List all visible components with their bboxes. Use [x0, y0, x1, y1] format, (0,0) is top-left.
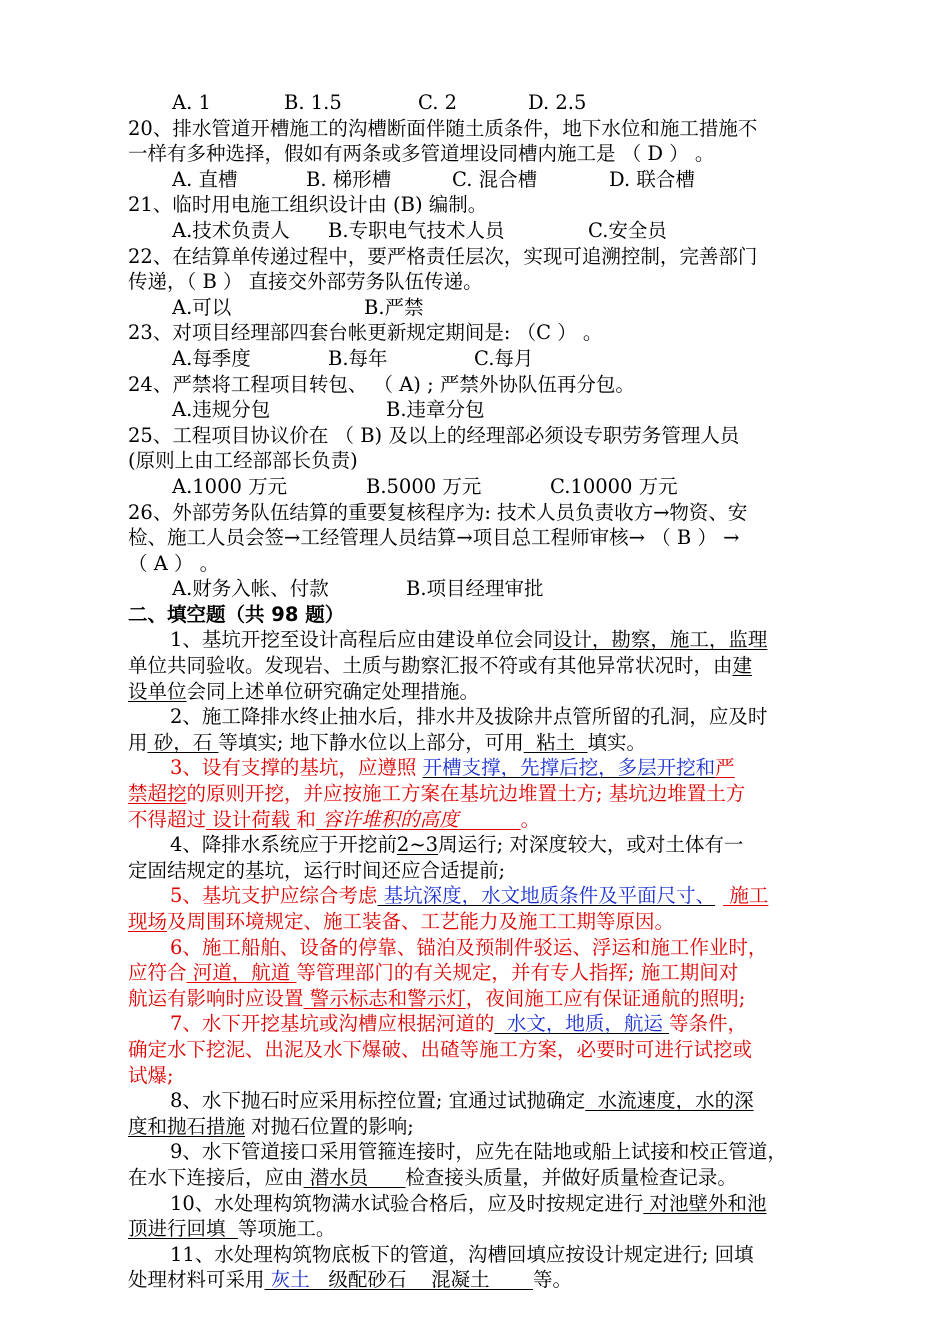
fill-9-text: 检查接头质量，并做好质量检查记录。 [405, 1165, 737, 1189]
q26-option-b: B.项目经理审批 [406, 577, 544, 601]
q23-option-b: B.每年 [328, 346, 388, 370]
q25-line-1: 25、工程项目协议价在 （ B) 及以上的经理部必须设专职劳务管理人员 [128, 423, 740, 447]
fill-1-answer: 设计，勘察，施工，监理 [552, 628, 768, 652]
q21-line-1: 21、临时用电施工组织设计由 (B) 编制。 [128, 193, 488, 217]
q19-option-c: C. 2 [418, 91, 458, 114]
fill-11-answer: 级配砂石 [328, 1268, 425, 1292]
fill-1-line-3 [128, 679, 858, 705]
q22-option-b: B.严禁 [364, 295, 424, 319]
fill-9-text: 在水下连接后，应由 [128, 1165, 304, 1189]
fill-6-text: 应符合 [128, 961, 187, 985]
fill-5-text: 及周围环境规定、施工装备、工艺能力及施工工期等原因。 [167, 910, 675, 933]
fill-1-line-1 [128, 627, 858, 653]
q26-line-3: （ A ） 。 [128, 551, 220, 575]
fill-11-answer: 混凝土 [424, 1268, 534, 1292]
fill-7-text: 7、水下开挖基坑或沟槽应根据河道的 [170, 1012, 495, 1036]
fill-6-line-2 [128, 960, 858, 986]
q26-line-2: 检、施工人员会签→工经管理人员结算→项目总工程师审核→ （ B ） → [128, 526, 740, 550]
fill-10-line-2 [128, 1216, 858, 1242]
fill-6-text: ，夜间施工应有保证通航的照明; [465, 986, 746, 1010]
fill-11-text: 等。 [533, 1268, 573, 1292]
q24-option-b: B.违章分包 [386, 398, 485, 422]
fill-10-text: 10、水处理构筑物满水试验合格后，应及时按规定进行 [170, 1191, 644, 1215]
q20-option-a: A. 直槽 [172, 167, 238, 191]
q24-options [128, 397, 858, 423]
fill-4-answer: 2~3 [396, 833, 439, 857]
q23-option-a: A.每季度 [172, 346, 251, 370]
fill-3-line-3 [128, 807, 858, 833]
q22-line-1: 22、在结算单传递过程中，要严格责任层次，实现可追溯控制，完善部门 [128, 244, 758, 268]
fill-3-answer: 容许堆积的高度 [315, 807, 521, 831]
fill-3-answer: 设计荷载 [206, 807, 297, 831]
fill-11-answer: 灰土 [264, 1268, 329, 1292]
fill-10-answer: 顶进行回填 [128, 1217, 238, 1241]
fill-4-line-1 [128, 832, 858, 858]
q22-option-a: A.可以 [172, 295, 232, 319]
q20-option-c: C. 混合槽 [452, 167, 538, 191]
q26-options [128, 576, 858, 602]
q20-option-b: B. 梯形槽 [306, 167, 392, 191]
fill-5-line-1 [128, 883, 858, 909]
q23-option-c: C.每月 [474, 346, 534, 370]
q19-option-a: A. 1 [172, 91, 211, 114]
fill-2-answer: 砂，石 [147, 730, 219, 754]
fill-3-answer: 严 [715, 756, 735, 780]
fill-5-answer: 施工 [723, 884, 769, 908]
q20-option-d: D. 联合槽 [609, 167, 695, 191]
q22-options [128, 295, 858, 321]
fill-7-line-3: 试爆; [128, 1063, 174, 1087]
fill-11-line-1: 11、水处理构筑物底板下的管道，沟槽回填应按设计规定进行; 回填 [170, 1242, 754, 1266]
q23-line-1: 23、对项目经理部四套台帐更新规定期间是: （C ） 。 [128, 321, 603, 345]
fill-1-text: 单位共同验收。发现岩、土质与勘察汇报不符或有其他异常状况时，由 [128, 654, 733, 678]
q23-options [128, 346, 858, 372]
fill-6-answer: 警示标志和警示灯 [303, 986, 466, 1010]
fill-3-line-1 [128, 755, 858, 781]
section-2-heading: 二、填空题（共 98 题） [128, 602, 345, 626]
fill-7-answer: 水文，地质，航运 [494, 1012, 670, 1036]
fill-2-text: 填实。 [587, 730, 647, 754]
q21-options [128, 218, 858, 244]
fill-5-answer: 现场 [128, 910, 168, 933]
fill-5-answer: 基坑深度，水文地质条件及平面尺寸、 [377, 884, 716, 908]
fill-11-text: 处理材料可采用 [128, 1268, 265, 1292]
q21-option-b: B.专职电气技术人员 [328, 218, 505, 242]
fill-1-line-2 [128, 653, 858, 679]
q25-option-a: A.1000 万元 [172, 474, 288, 498]
fill-1-answer: 建 [732, 654, 753, 678]
q19-options [128, 90, 858, 116]
fill-8-text: 8、水下抛石时应采用标控位置; 宜通过试抛确定 [170, 1089, 586, 1113]
fill-8-text: 对抛石位置的影响; [245, 1114, 414, 1138]
fill-8-answer: 水流速度，水的深 [585, 1089, 754, 1113]
q20-line-1: 20、排水管道开槽施工的沟槽断面伴随土质条件，地下水位和施工措施不 [128, 116, 758, 140]
fill-6-answer: 河道，航道 [186, 961, 297, 985]
fill-3-text: 不得超过 [128, 807, 207, 831]
fill-11-line-2 [128, 1267, 858, 1293]
q25-options [128, 474, 858, 500]
fill-9-line-2 [128, 1165, 858, 1191]
fill-3-line-2 [128, 781, 858, 807]
fill-4-text: 4、降排水系统应于开挖前 [170, 833, 397, 857]
q21-option-a: A.技术负责人 [172, 218, 290, 242]
fill-3-text: 的原则开挖，并应按施工方案在基坑边堆置土方; 基坑边堆置土方 [186, 782, 746, 806]
fill-9-answer: 潜水员 [303, 1165, 406, 1189]
fill-6-text: 等管理部门的有关规定，并有专人指挥; 施工期间对 [296, 961, 739, 985]
q19-option-b: B. 1.5 [284, 91, 342, 114]
fill-3-text: 。 [520, 807, 541, 831]
fill-3-text: 3、设有支撑的基坑，应遵照 [170, 756, 423, 780]
q24-line-1: 24、严禁将工程项目转包、 （ A) ; 严禁外协队伍再分包。 [128, 372, 635, 396]
fill-6-line-3 [128, 986, 858, 1012]
fill-3-answer: 开槽支撑，先撑后挖，多层开挖和 [422, 756, 716, 780]
q26-option-a: A.财务入帐、付款 [172, 577, 329, 601]
fill-2-answer: 粘土 [523, 730, 588, 754]
fill-4-line-2: 定固结规定的基坑，运行时间还应合适提前; [128, 858, 506, 882]
fill-8-line-2 [128, 1114, 858, 1140]
q25-option-b: B.5000 万元 [366, 474, 482, 498]
q20-options [128, 167, 858, 193]
fill-4-text: 周运行; 对深度较大，或对土体有一 [438, 833, 744, 857]
fill-6-line-1: 6、施工船舶、设备的停靠、锚泊及预制件驳运、浮运和施工作业时， [170, 935, 768, 959]
fill-2-line-2 [128, 730, 858, 756]
q19-option-d: D. 2.5 [528, 91, 587, 114]
fill-1-text: 1、基坑开挖至设计高程后应由建设单位会同 [170, 628, 553, 652]
fill-3-answer: 禁超挖 [128, 782, 187, 806]
q22-line-2: 传递，（ B ） 直接交外部劳务队伍传递。 [128, 270, 483, 294]
fill-1-text: 会同上述单位研究确定处理措施。 [186, 679, 480, 703]
fill-6-text: 航运有影响时应设置 [128, 986, 304, 1010]
q24-option-a: A.违规分包 [172, 398, 271, 422]
fill-9-line-1: 9、水下管道接口采用管箍连接时，应先在陆地或船上试接和校正管道， [170, 1140, 787, 1164]
fill-1-answer: 设单位 [128, 679, 187, 703]
fill-7-line-2: 确定水下挖泥、出泥及水下爆破、出碴等施工方案，必要时可进行试挖或 [128, 1037, 753, 1061]
fill-2-text: 等填实; 地下静水位以上部分，可用 [218, 730, 524, 754]
q21-option-c: C.安全员 [588, 218, 667, 242]
document-page [128, 90, 858, 1293]
fill-8-answer: 度和抛石措施 [128, 1114, 246, 1138]
fill-7-line-1 [128, 1011, 858, 1037]
fill-10-answer: 对池壁外和池 [643, 1191, 767, 1215]
q20-line-2: 一样有多种选择，假如有两条或多管道埋设同槽内施工是 （ D ） 。 [128, 142, 715, 166]
fill-8-line-1 [128, 1088, 858, 1114]
fill-2-text: 用 [128, 730, 148, 754]
fill-2-line-1: 2、施工降排水终止抽水后，排水井及拔除井点管所留的孔洞，应及时 [170, 705, 768, 729]
q26-line-1: 26、外部劳务队伍结算的重要复核程序为: 技术人员负责收方→物资、安 [128, 500, 748, 524]
fill-5-text: 5、基坑支护应综合考虑 [170, 884, 378, 908]
fill-7-text: 等条件， [669, 1012, 748, 1036]
fill-3-text: 和 [296, 807, 316, 831]
fill-10-text: 等项施工。 [237, 1217, 336, 1241]
q25-option-c: C.10000 万元 [550, 474, 678, 498]
q25-line-2: (原则上由工经部部长负责) [128, 449, 358, 473]
fill-10-line-1 [128, 1191, 858, 1217]
fill-5-line-2 [128, 909, 858, 935]
